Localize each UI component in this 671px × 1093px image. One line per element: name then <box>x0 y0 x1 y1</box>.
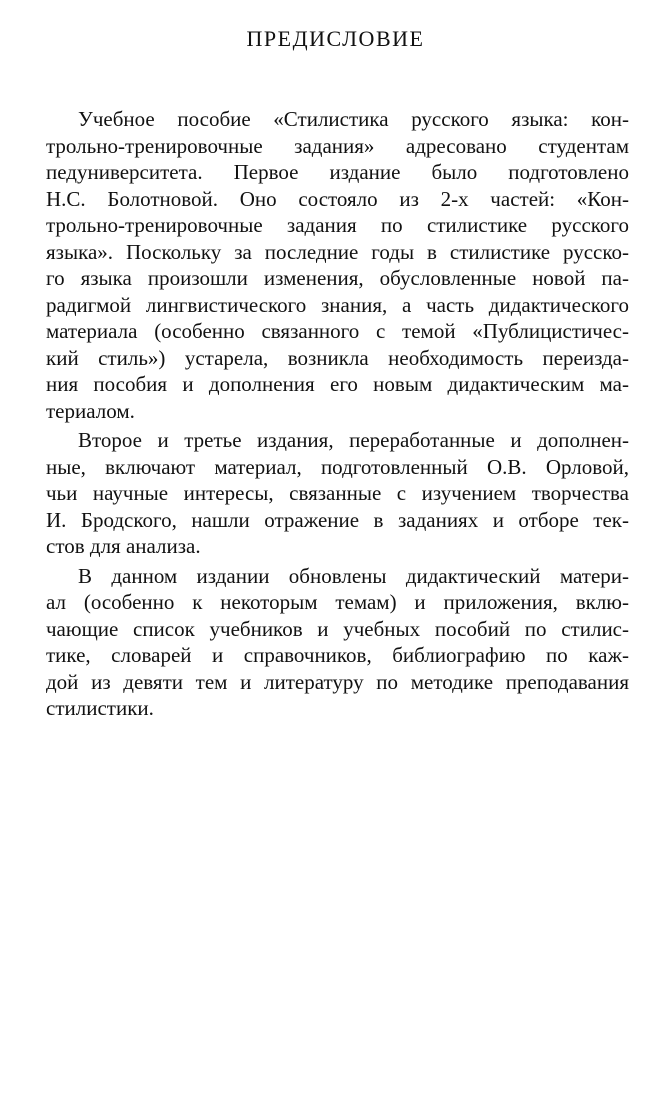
text-line: педуниверситета. Первое издание было подготовлено <box>46 160 629 184</box>
text-line: ные, включают материал, подготовленный О.В. Орловой, <box>46 454 629 479</box>
text-line: В данном издании обновлены дидактический матери- <box>78 563 629 588</box>
text-line: чьи научные интересы, связанные с изучением творчества <box>46 481 629 505</box>
text-line: языка». Поскольку за последние годы в стилистике русско- <box>46 239 629 264</box>
text-line: дой из девяти тем и литературу по методике преподавания <box>46 669 629 694</box>
text-line: материала (особенно связанного с темой «Публицистичес- <box>46 319 629 343</box>
text-line: тике, словарей и справочников, библиографию по каж- <box>46 643 629 667</box>
text-line: Учебное пособие «Стилистика русского языка: кон- <box>78 107 629 131</box>
text-line: стилистики. <box>46 696 154 720</box>
text-line: трольно-тренировочные задания по стилистике русского <box>46 213 629 237</box>
page-title: ПРЕДИСЛОВИЕ <box>246 26 425 51</box>
preface-body <box>46 106 629 722</box>
text-line: трольно-тренировочные задания» адресовано студентам <box>46 133 629 158</box>
text-line: го языка произошли изменения, обусловленные новой па- <box>46 266 629 290</box>
text-line: И. Бродского, нашли отражение в заданиях и отборе тек- <box>46 507 629 532</box>
text-line: стов для анализа. <box>46 534 201 558</box>
text-line: териалом. <box>46 398 135 423</box>
text-line: Второе и третье издания, переработанные и дополнен- <box>78 428 629 452</box>
text-line: чающие список учебников и учебных пособий по стилис- <box>46 616 629 641</box>
text-line: ал (особенно к некоторым темам) и приложения, вклю- <box>46 590 629 614</box>
text-line: ния пособия и дополнения его новым дидактическим ма- <box>46 372 629 396</box>
text-line: Н.С. Болотновой. Оно состояло из 2-х частей: «Кон- <box>46 186 629 211</box>
text-line: радигмой лингвистического знания, а часть дидактического <box>46 292 629 317</box>
paragraph-3 <box>46 563 629 722</box>
paragraph-1 <box>46 106 629 424</box>
text-line: кий стиль») устарела, возникла необходимость переизда- <box>46 345 629 370</box>
paragraph-2 <box>46 427 629 560</box>
